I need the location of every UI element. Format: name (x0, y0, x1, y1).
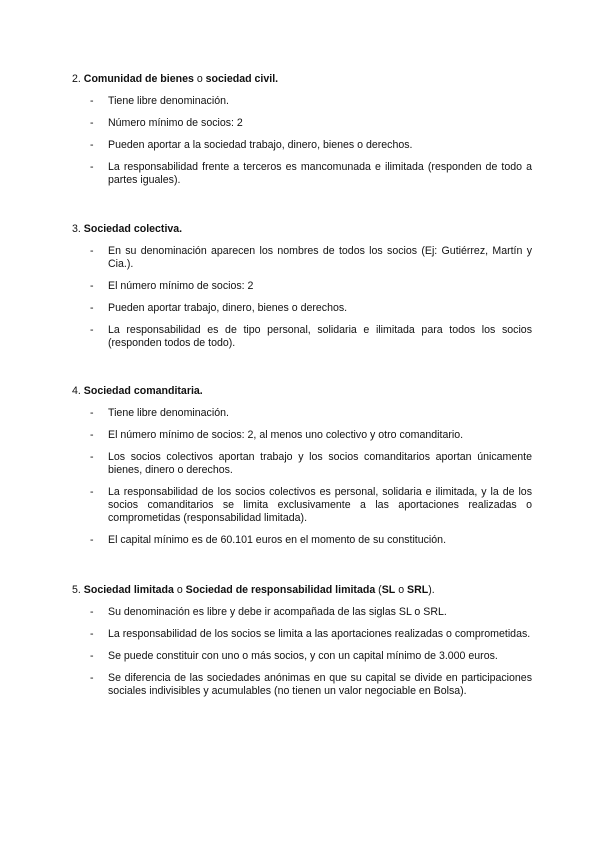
list-item-text: El capital mínimo es de 60.101 euros en el momento de su constitución. (108, 534, 447, 546)
section-sociedad-comanditaria (72, 385, 532, 556)
heading-number: 2. (72, 73, 81, 85)
list-item-text: Su denominación es libre y debe ir acompañada de las siglas SL o SRL. (108, 606, 447, 618)
heading-number: 4. (72, 385, 81, 397)
bullet-list (72, 95, 532, 187)
heading-text: Sociedad limitada (83, 584, 174, 596)
list-item (72, 117, 532, 130)
list-item (72, 650, 532, 663)
bullet-list (72, 245, 532, 350)
list-item (72, 139, 532, 152)
list-item (72, 280, 532, 293)
list-item-text: Se puede constituir con uno o más socios, y con un capital mínimo de 3.000 euros. (108, 650, 498, 662)
list-item (72, 407, 532, 420)
section-heading (72, 584, 532, 597)
list-item-text: La responsabilidad de los socios colectivos es personal, solidaria e ilimitada, y la de los socios comanditarios se limita exclusivamente a las aportaciones realizadas o comprometidas (responsabilidad limitada). (108, 486, 532, 524)
heading-text: Sociedad de responsabilidad limitada (185, 584, 376, 596)
dash-bullet: - (90, 628, 94, 640)
list-item-text: Los socios colectivos aportan trabajo y los socios comanditarios aportan únicamente bienes, dinero o derechos. (108, 451, 532, 476)
dash-bullet: - (90, 117, 94, 129)
list-item-text: Se diferencia de las sociedades anónimas en que su capital se divide en participaciones sociales indivisibles y acumulables (no tienen un valor negociable en Bolsa). (108, 672, 532, 697)
section-sociedad-colectiva (72, 223, 532, 359)
list-item (72, 672, 532, 698)
section-heading (72, 385, 532, 398)
dash-bullet: - (90, 245, 94, 257)
list-item (72, 245, 532, 271)
list-item (72, 628, 532, 641)
dash-bullet: - (90, 451, 94, 463)
heading-text: sociedad civil. (205, 73, 279, 85)
list-item (72, 534, 532, 547)
list-item (72, 486, 532, 525)
dash-bullet: - (90, 139, 94, 151)
section-comunidad-de-bienes (72, 73, 532, 196)
list-item (72, 161, 532, 187)
dash-bullet: - (90, 95, 94, 107)
list-item-text: Tiene libre denominación. (108, 95, 229, 107)
heading-text: Sociedad comanditaria. (83, 385, 203, 397)
list-item (72, 302, 532, 315)
list-item-text: Número mínimo de socios: 2 (108, 117, 243, 129)
heading-text: SL (381, 584, 396, 596)
heading-number: 3. (72, 223, 81, 235)
heading-number: 5. (72, 584, 81, 596)
heading-text: o (173, 584, 186, 596)
list-item-text: En su denominación aparecen los nombres de todos los socios (Ej: Gutiérrez, Martín y Cia.). (108, 245, 532, 270)
dash-bullet: - (90, 486, 94, 498)
list-item-text: Pueden aportar a la sociedad trabajo, dinero, bienes o derechos. (108, 139, 413, 151)
list-item (72, 324, 532, 350)
list-item (72, 606, 532, 619)
section-heading (72, 73, 532, 86)
list-item-text: Pueden aportar trabajo, dinero, bienes o derechos. (108, 302, 348, 314)
dash-bullet: - (90, 302, 94, 314)
list-item-text: La responsabilidad es de tipo personal, solidaria e ilimitada para todos los socios (responden todos de todo). (108, 324, 532, 349)
heading-text: o (395, 584, 408, 596)
bullet-list (72, 606, 532, 698)
list-item-text: El número mínimo de socios: 2, al menos uno colectivo y otro comanditario. (108, 429, 464, 441)
heading-text: SRL (407, 584, 429, 596)
heading-text: ). (428, 584, 435, 596)
heading-text: o (193, 73, 206, 85)
section-sociedad-limitada (72, 584, 532, 707)
list-item-text: La responsabilidad frente a terceros es mancomunada e ilimitada (responden de todo a partes iguales). (108, 161, 532, 186)
bullet-list (72, 407, 532, 547)
list-item-text: La responsabilidad de los socios se limita a las aportaciones realizadas o comprometidas. (108, 628, 531, 640)
list-item-text: Tiene libre denominación. (108, 407, 229, 419)
dash-bullet: - (90, 429, 94, 441)
dash-bullet: - (90, 534, 94, 546)
section-heading (72, 223, 532, 236)
heading-text: Sociedad colectiva. (83, 223, 183, 235)
list-item (72, 95, 532, 108)
list-item (72, 451, 532, 477)
list-item-text: El número mínimo de socios: 2 (108, 280, 254, 292)
heading-text: Comunidad de bienes (83, 73, 194, 85)
dash-bullet: - (90, 407, 94, 419)
dash-bullet: - (90, 606, 94, 618)
heading-text: ( (375, 584, 382, 596)
dash-bullet: - (90, 672, 94, 684)
dash-bullet: - (90, 324, 94, 336)
dash-bullet: - (90, 161, 94, 173)
list-item (72, 429, 532, 442)
dash-bullet: - (90, 280, 94, 292)
dash-bullet: - (90, 650, 94, 662)
